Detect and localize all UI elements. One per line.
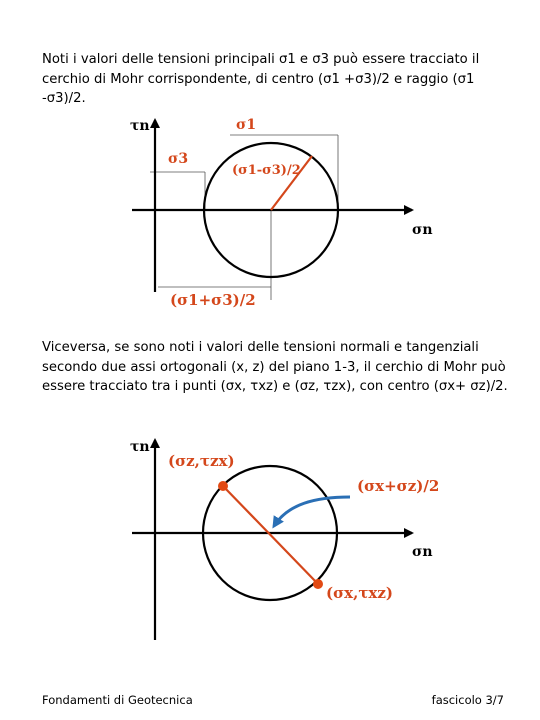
radius-label: (σ1-σ3)/2 — [232, 163, 301, 178]
point-z-marker — [218, 481, 228, 491]
sigma-axis-label: σn — [412, 544, 433, 560]
footer-left: Fondamenti di Geotecnica — [42, 693, 193, 707]
center-label: (σ1+σ3)/2 — [170, 291, 256, 309]
tau-axis-label: τn — [130, 439, 150, 455]
diagram-1 — [130, 117, 433, 309]
intro-paragraph: Noti i valori delle tensioni principali σ1 e σ3 può essere tracciato il cerchio di Mohr corrispondente, di centro (σ1 +σ3)/2 e raggio (σ1 -σ3)/2. — [42, 52, 480, 106]
point-z-label: (σz,τzx) — [168, 452, 235, 470]
point-x-marker — [313, 579, 323, 589]
point-x-label: (σx,τxz) — [326, 584, 393, 602]
sigma1-label: σ1 — [236, 117, 257, 133]
center-pointer-arrow — [274, 497, 350, 526]
tau-axis-label: τn — [130, 118, 150, 134]
diagram-2 — [130, 439, 439, 640]
sigma-axis-label: σn — [412, 222, 433, 238]
diameter-line — [223, 486, 318, 584]
sigma3-label: σ3 — [168, 151, 189, 167]
second-paragraph: Viceversa, se sono noti i valori delle tensioni normali e tangenziali secondo due assi ortogonali (x, z) del piano 1-3, il cerchio di Mohr può essere tracciato tra i punti (σx, τxz) e (σz, τzx), con centro (σx+ σz)/2. — [42, 340, 508, 394]
footer-right: fascicolo 3/7 — [431, 693, 504, 707]
center-label: (σx+σz)/2 — [357, 477, 440, 495]
